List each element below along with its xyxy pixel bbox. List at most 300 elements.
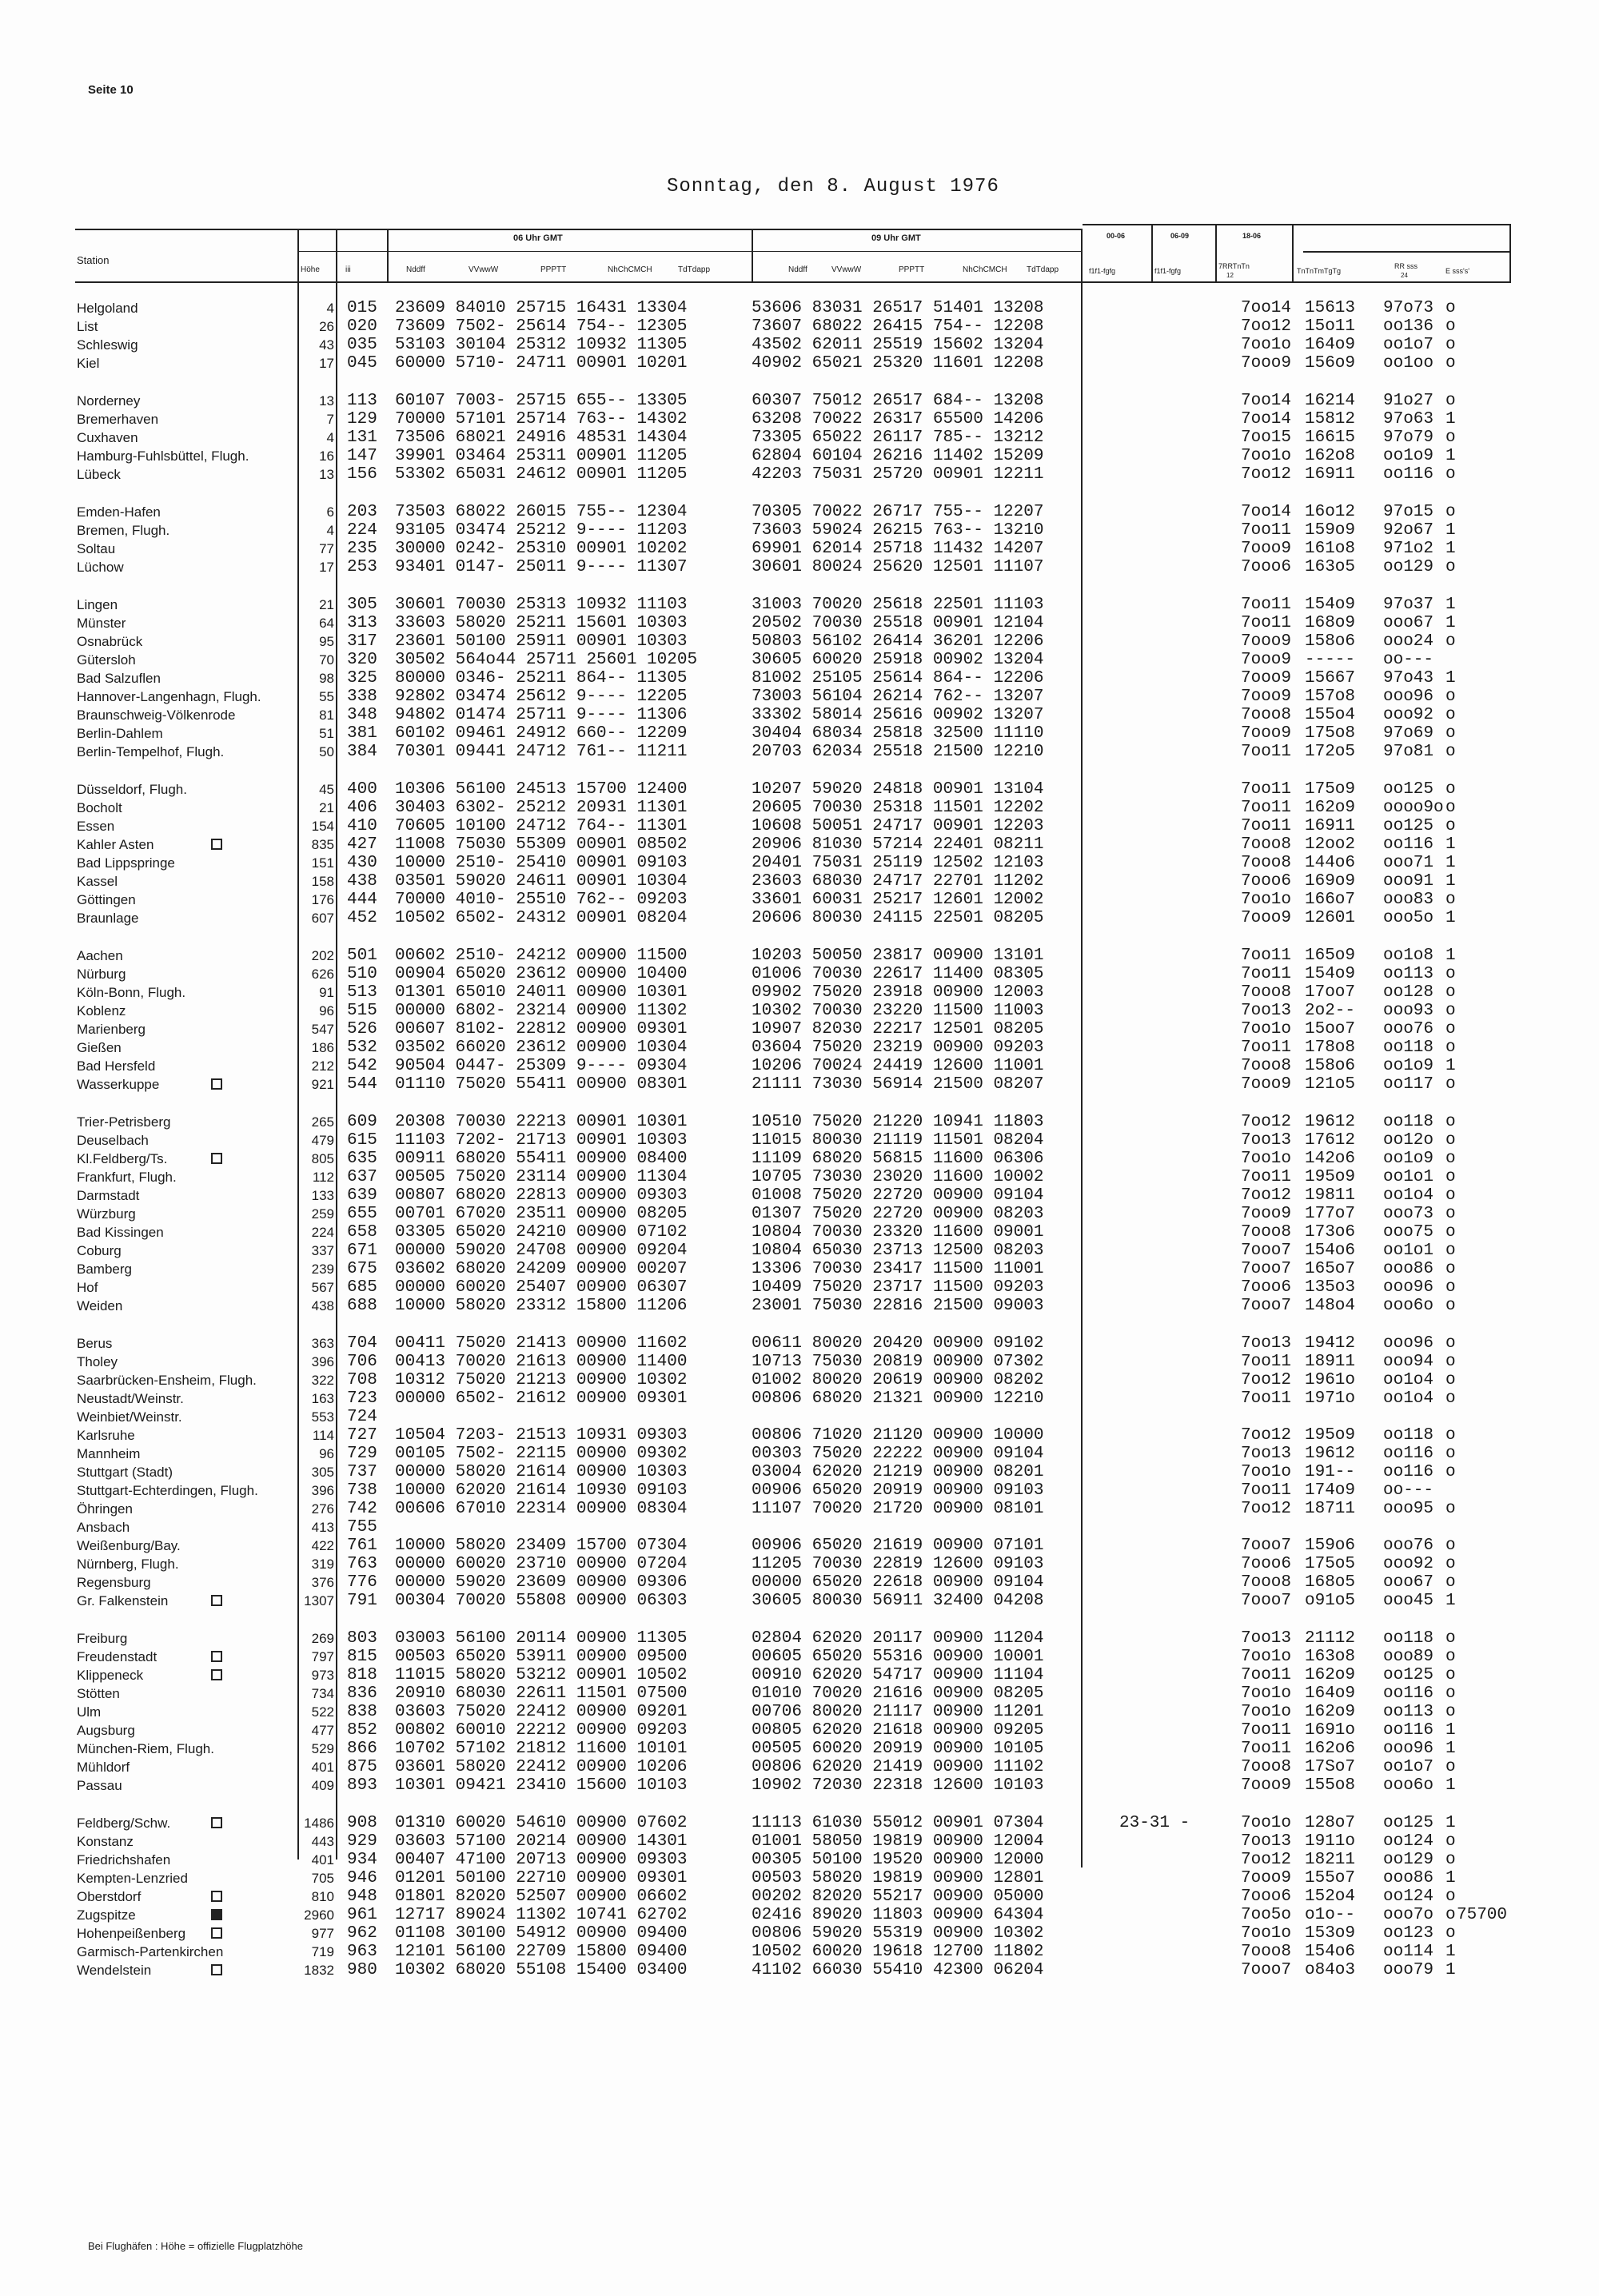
table-row [0, 1740, 1599, 1758]
table-row [0, 1924, 1599, 1943]
obs-06-group: 10504 7203- 21513 10931 09303 [395, 1426, 688, 1445]
snow-flag-value: o [1445, 983, 1456, 1002]
snow-flag-value: o [1445, 1924, 1456, 1943]
precip-group-value: 91o27 [1383, 392, 1434, 410]
precip-group-value: ooo96 [1383, 688, 1434, 706]
obs-06-group: 20910 68030 22611 11501 07500 [395, 1684, 688, 1703]
table-row [0, 1500, 1599, 1518]
snow-flag-value: o [1445, 817, 1456, 835]
obs-09-group: 00805 62020 21618 00900 09205 [752, 1721, 1044, 1740]
snow-flag-value: o [1445, 1887, 1456, 1906]
snow-flag-value: o [1445, 392, 1456, 410]
obs-09-group: 00806 62020 21419 00900 11102 [752, 1758, 1044, 1776]
square-marker-icon [211, 1891, 222, 1902]
station-height: 337 [311, 1243, 334, 1258]
station-id: 384 [347, 743, 377, 761]
station-height: 529 [311, 1741, 334, 1756]
range-1806-value: 7ooo9 [1241, 1776, 1292, 1795]
obs-06-group: 30000 0242- 25310 00901 10202 [395, 540, 688, 558]
precip-group-value: ooo91 [1383, 872, 1434, 891]
precip-group-value: oo1o7 [1383, 1758, 1434, 1776]
range-1806-value: 7oo11 [1241, 1666, 1292, 1684]
table-row [0, 724, 1599, 743]
table-row [0, 1223, 1599, 1242]
obs-06-group: 60102 09461 24912 660-- 12209 [395, 724, 688, 743]
table-row [0, 1592, 1599, 1610]
station-name: Bocholt [77, 800, 122, 815]
table-row [0, 1961, 1599, 1979]
precip-group-value: 97o37 [1383, 596, 1434, 614]
temp-group-value: 128o7 [1305, 1814, 1356, 1832]
station-name: Norderney [77, 393, 141, 409]
range-1806-value: 7oo12 [1241, 1371, 1292, 1389]
precip-group-value: oo12o [1383, 1131, 1434, 1150]
range-1806-value: 7oo11 [1241, 596, 1292, 614]
temp-group-value: 164o9 [1305, 1684, 1356, 1703]
header-09-td: TdTdapp [1027, 265, 1059, 274]
precip-group-value: ooo73 [1383, 1205, 1434, 1223]
snow-flag-value: o [1445, 965, 1456, 983]
precip-group-value: ooo76 [1383, 1020, 1434, 1038]
snow-flag-value: o [1445, 503, 1456, 521]
snow-flag-value: o [1445, 891, 1456, 909]
table-row [0, 1943, 1599, 1961]
obs-06-group: 03305 65020 24210 00900 07102 [395, 1223, 688, 1242]
temp-group-value: 21112 [1305, 1629, 1356, 1648]
obs-06-group: 92802 03474 25612 9---- 12205 [395, 688, 688, 706]
station-height: 1486 [304, 1816, 334, 1831]
range-1806-value: 7ooo9 [1241, 1205, 1292, 1223]
obs-06-group: 12101 56100 22709 15800 09400 [395, 1943, 688, 1961]
obs-06-group: 70000 4010- 25510 762-- 09203 [395, 891, 688, 909]
station-name: Kl.Feldberg/Ts. [77, 1151, 168, 1166]
temp-group-value: 195o9 [1305, 1168, 1356, 1186]
station-id: 852 [347, 1721, 377, 1740]
range-1806-value: 7ooo8 [1241, 1758, 1292, 1776]
temp-group-value: 173o6 [1305, 1223, 1356, 1242]
station-id: 963 [347, 1943, 377, 1961]
snow-flag-value: o [1445, 1002, 1456, 1020]
obs-09-group: 30605 60020 25918 00902 13204 [752, 651, 1044, 669]
obs-09-group: 00305 50100 19520 00900 12000 [752, 1851, 1044, 1869]
temp-group-value: 17oo7 [1305, 983, 1356, 1002]
temp-group-value: 154o6 [1305, 1242, 1356, 1260]
station-name: Passau [77, 1778, 122, 1793]
range-1806-value: 7oo1o [1241, 1020, 1292, 1038]
table-row [0, 1408, 1599, 1426]
station-name: Essen [77, 819, 115, 834]
obs-09-group: 42203 75031 25720 00901 12211 [752, 465, 1044, 484]
obs-09-group: 10502 60020 19618 12700 11802 [752, 1943, 1044, 1961]
temp-group-value: 15667 [1305, 669, 1356, 688]
range-1806-value: 7oo12 [1241, 317, 1292, 336]
table-row [0, 1666, 1599, 1684]
table-row [0, 1057, 1599, 1075]
temp-group-value: 17So7 [1305, 1758, 1356, 1776]
table-header [0, 0, 1599, 304]
snow-flag-value: o [1445, 1075, 1456, 1094]
temp-group-value: 16911 [1305, 465, 1356, 484]
precip-group-value: oo1o4 [1383, 1389, 1434, 1408]
table-row [0, 1334, 1599, 1353]
range-1806-value: 7ooo7 [1241, 1297, 1292, 1315]
obs-06-group: 10502 6502- 24312 00901 08204 [395, 909, 688, 927]
table-row [0, 1721, 1599, 1740]
obs-09-group: 00202 82020 55217 00900 05000 [752, 1887, 1044, 1906]
square-marker-icon [211, 1927, 222, 1939]
obs-06-group: 60000 5710- 24711 00901 10201 [395, 354, 688, 373]
station-height: 17 [319, 560, 334, 575]
station-height: 13 [319, 467, 334, 482]
temp-group-value: 165o7 [1305, 1260, 1356, 1278]
range-1806-value: 7ooo8 [1241, 1943, 1292, 1961]
obs-06-group: 00000 59020 23609 00900 09306 [395, 1573, 688, 1592]
range-1806-value: 7oo13 [1241, 1629, 1292, 1648]
square-marker-icon [211, 1817, 222, 1828]
station-name: Karlsruhe [77, 1428, 135, 1443]
precip-group-value: oooo9o [1383, 799, 1444, 817]
table-row [0, 854, 1599, 872]
obs-09-group: 63208 70022 26317 65500 14206 [752, 410, 1044, 429]
station-id: 615 [347, 1131, 377, 1150]
table-row [0, 965, 1599, 983]
header-hoehe: Höhe [301, 265, 320, 274]
obs-09-group: 20703 62034 25518 21500 12210 [752, 743, 1044, 761]
temp-group-value: 162o9 [1305, 1703, 1356, 1721]
station-id: 688 [347, 1297, 377, 1315]
station-name: München-Riem, Flugh. [77, 1741, 214, 1756]
obs-09-group: 20606 80030 24115 22501 08205 [752, 909, 1044, 927]
station-id: 948 [347, 1887, 377, 1906]
snow-flag-value: 1 [1445, 447, 1456, 465]
snow-flag-value: o [1445, 1703, 1456, 1721]
temp-group-value: 191-- [1305, 1463, 1356, 1481]
table-row [0, 558, 1599, 576]
obs-09-group: 01002 80020 20619 00900 08202 [752, 1371, 1044, 1389]
obs-06-group: 10000 62020 21614 10930 09103 [395, 1481, 688, 1500]
station-height: 626 [311, 967, 334, 982]
range-1806-value: 7oo11 [1241, 1740, 1292, 1758]
obs-09-group: 40902 65021 25320 11601 12208 [752, 354, 1044, 373]
table-row [0, 1573, 1599, 1592]
precip-group-value: oo1o1 [1383, 1168, 1434, 1186]
header-09-vvwww: VVwwW [831, 265, 862, 274]
snow-flag-value: 1 [1445, 909, 1456, 927]
temp-group-value: 159o6 [1305, 1537, 1356, 1555]
obs-06-group: 00602 2510- 24212 00900 11500 [395, 947, 688, 965]
obs-06-group: 11103 7202- 21713 00901 10303 [395, 1131, 688, 1150]
range-1806-value: 7oo11 [1241, 780, 1292, 799]
footnote: Bei Flughäfen : Höhe = offizielle Flugplatzhöhe [88, 2240, 303, 2252]
precip-group-value: oo113 [1383, 1703, 1434, 1721]
station-id: 131 [347, 429, 377, 447]
precip-group-value: ooo76 [1383, 1537, 1434, 1555]
temp-group-value: 1691o [1305, 1721, 1356, 1740]
obs-06-group: 03601 58020 22412 00900 10206 [395, 1758, 688, 1776]
header-sub-6: E sss's' [1445, 267, 1469, 275]
station-name: Hohenpeißenberg [77, 1926, 186, 1941]
temp-group-value: 135o3 [1305, 1278, 1356, 1297]
obs-09-group: 10302 70030 23220 11500 11003 [752, 1002, 1044, 1020]
station-id: 791 [347, 1592, 377, 1610]
station-height: 396 [311, 1483, 334, 1498]
snow-flag-value: o [1445, 1906, 1456, 1924]
snow-flag-value: o [1445, 1260, 1456, 1278]
table-row [0, 1020, 1599, 1038]
obs-09-group: 10705 73030 23020 11600 10002 [752, 1168, 1044, 1186]
range-1806-value: 7ooo9 [1241, 1075, 1292, 1094]
precip-group-value: 97o69 [1383, 724, 1434, 743]
snow-flag-value: 1 [1445, 1814, 1456, 1832]
table-row [0, 1389, 1599, 1408]
header-group-09: 09 Uhr GMT [871, 233, 921, 243]
station-height: 835 [311, 837, 334, 852]
obs-09-group: 41102 66030 55410 42300 06204 [752, 1961, 1044, 1979]
temp-group-value: 169o9 [1305, 872, 1356, 891]
header-group-06: 06 Uhr GMT [513, 233, 563, 243]
temp-group-value: 158o6 [1305, 632, 1356, 651]
obs-06-group: 00304 70020 55808 00900 06303 [395, 1592, 688, 1610]
obs-06-group: 00000 60020 23710 00900 07204 [395, 1555, 688, 1573]
station-name: Düsseldorf, Flugh. [77, 782, 187, 797]
temp-group-value: 174o9 [1305, 1481, 1356, 1500]
obs-09-group: 20401 75031 25119 12502 12103 [752, 854, 1044, 872]
station-id: 708 [347, 1371, 377, 1389]
obs-09-group: 10907 82030 22217 12501 08205 [752, 1020, 1044, 1038]
station-height: 396 [311, 1354, 334, 1369]
range-1806-value: 7oo14 [1241, 392, 1292, 410]
station-id: 729 [347, 1445, 377, 1463]
square-marker-icon [211, 839, 222, 850]
station-height: 719 [311, 1944, 334, 1959]
obs-06-group: 00000 6802- 23214 00900 11302 [395, 1002, 688, 1020]
station-name: Frankfurt, Flugh. [77, 1170, 177, 1185]
header-sub-2: f1f1-fgfg [1154, 267, 1182, 275]
station-name: Deuselbach [77, 1133, 149, 1148]
temp-group-value: 19811 [1305, 1186, 1356, 1205]
station-height: 443 [311, 1834, 334, 1849]
station-name: Münster [77, 616, 126, 631]
station-name: Stuttgart (Stadt) [77, 1465, 173, 1480]
table-row [0, 503, 1599, 521]
station-name: Tholey [77, 1354, 118, 1369]
range-1806-value: 7ooo6 [1241, 558, 1292, 576]
table-row [0, 1150, 1599, 1168]
obs-09-group: 73003 56104 26214 762-- 13207 [752, 688, 1044, 706]
station-id: 875 [347, 1758, 377, 1776]
snow-flag-value: o [1445, 1758, 1456, 1776]
station-height: 805 [311, 1151, 334, 1166]
station-id: 035 [347, 336, 377, 354]
table-row [0, 447, 1599, 465]
station-id: 637 [347, 1168, 377, 1186]
range-1806-value: 7oo5o [1241, 1906, 1292, 1924]
obs-09-group: 01006 70030 22617 11400 08305 [752, 965, 1044, 983]
snow-flag-value: o [1445, 1666, 1456, 1684]
precip-group-value: ooo86 [1383, 1869, 1434, 1887]
obs-09-group: 10510 75020 21220 10941 11803 [752, 1113, 1044, 1131]
snow-flag-value: o [1445, 1186, 1456, 1205]
snow-flag-value: o [1445, 780, 1456, 799]
station-id: 727 [347, 1426, 377, 1445]
station-id: 704 [347, 1334, 377, 1353]
header-sub-5b: 24 [1401, 272, 1408, 279]
obs-09-group: 43502 62011 25519 15602 13204 [752, 336, 1044, 354]
station-name: Helgoland [77, 301, 138, 316]
temp-group-value: 162o6 [1305, 1740, 1356, 1758]
range-1806-value: 7ooo9 [1241, 540, 1292, 558]
station-height: 973 [311, 1668, 334, 1683]
station-name: Bad Kissingen [77, 1225, 164, 1240]
station-id: 235 [347, 540, 377, 558]
obs-06-group: 01801 82020 52507 00900 06602 [395, 1887, 688, 1906]
precip-group-value: oo128 [1383, 983, 1434, 1002]
station-name: Bamberg [77, 1262, 132, 1277]
station-id: 755 [347, 1518, 377, 1537]
precip-group-value: oo118 [1383, 1038, 1434, 1057]
obs-09-group: 20906 81030 57214 22401 08211 [752, 835, 1044, 854]
station-name: Kahler Asten [77, 837, 154, 852]
temp-group-value: 12601 [1305, 909, 1356, 927]
station-height: 50 [319, 744, 334, 759]
station-name: Nürnberg, Flugh. [77, 1557, 179, 1572]
station-id: 129 [347, 410, 377, 429]
obs-09-group: 00611 80020 20420 00900 09102 [752, 1334, 1044, 1353]
table-row [0, 1648, 1599, 1666]
square-marker-icon [211, 1651, 222, 1662]
obs-09-group: 30601 80024 25620 12501 11107 [752, 558, 1044, 576]
snow-flag-value: 1 [1445, 540, 1456, 558]
precip-group-value: oo1o9 [1383, 1057, 1434, 1075]
station-name: Bad Salzuflen [77, 671, 161, 686]
header-sub-5: RR sss [1394, 262, 1418, 270]
obs-06-group: 12717 89024 11302 10741 62702 [395, 1906, 688, 1924]
temp-group-value: 1911o [1305, 1832, 1356, 1851]
range-1806-value: 7oo12 [1241, 1851, 1292, 1869]
station-height: 322 [311, 1373, 334, 1388]
obs-06-group: 73503 68022 26015 755-- 12304 [395, 503, 688, 521]
station-height: 212 [311, 1058, 334, 1074]
temp-group-value: 175o5 [1305, 1555, 1356, 1573]
obs-09-group: 10207 59020 24818 00901 13104 [752, 780, 1044, 799]
station-id: 776 [347, 1573, 377, 1592]
obs-06-group: 10312 75020 21213 00900 10302 [395, 1371, 688, 1389]
precip-group-value: oo116 [1383, 1463, 1434, 1481]
station-id: 438 [347, 872, 377, 891]
temp-group-value: 17612 [1305, 1131, 1356, 1150]
precip-group-value: ooo96 [1383, 1740, 1434, 1758]
precip-group-value: oo1o9 [1383, 1150, 1434, 1168]
station-height: 13 [319, 393, 334, 409]
table-row [0, 1242, 1599, 1260]
obs-09-group: 33302 58014 25616 00902 13207 [752, 706, 1044, 724]
table-row [0, 1113, 1599, 1131]
obs-09-group: 31003 70020 25618 22501 11103 [752, 596, 1044, 614]
header-06-cloud: NhChCMCH [608, 265, 652, 274]
range-1806-value: 7oo1o [1241, 1703, 1292, 1721]
table-row [0, 354, 1599, 373]
temp-group-value: 166o7 [1305, 891, 1356, 909]
station-height: 4 [326, 523, 334, 538]
temp-group-value: 16911 [1305, 817, 1356, 835]
station-height: 70 [319, 652, 334, 668]
station-height: 522 [311, 1704, 334, 1720]
station-id: 338 [347, 688, 377, 706]
range-1806-value: 7oo1o [1241, 1150, 1292, 1168]
station-id: 803 [347, 1629, 377, 1648]
snow-flag-value: 1 [1445, 1943, 1456, 1961]
precip-group-value: ooo83 [1383, 891, 1434, 909]
obs-06-group: 01108 30100 54912 00900 09400 [395, 1924, 688, 1943]
table-row [0, 1814, 1599, 1832]
range-1806-value: 7ooo9 [1241, 354, 1292, 373]
precip-group-value: oo124 [1383, 1832, 1434, 1851]
obs-06-group: 70000 57101 25714 763-- 14302 [395, 410, 688, 429]
precip-group-value: oo125 [1383, 780, 1434, 799]
station-name: Berlin-Dahlem [77, 726, 163, 741]
station-height: 43 [319, 337, 334, 353]
station-name: Lübeck [77, 467, 121, 482]
station-id: 544 [347, 1075, 377, 1094]
table-row [0, 1168, 1599, 1186]
range-1806-value: 7oo11 [1241, 1389, 1292, 1408]
obs-06-group: 53302 65031 24612 00901 11205 [395, 465, 688, 484]
station-height: 567 [311, 1280, 334, 1295]
station-id: 962 [347, 1924, 377, 1943]
table-row [0, 521, 1599, 540]
precip-group-value: oo1o4 [1383, 1371, 1434, 1389]
obs-09-group: 02416 89020 11803 00900 64304 [752, 1906, 1044, 1924]
obs-06-group: 03501 59020 24611 00901 10304 [395, 872, 688, 891]
station-id: 410 [347, 817, 377, 835]
temp-group-value: 19612 [1305, 1113, 1356, 1131]
obs-06-group: 01201 50100 22710 00900 09301 [395, 1869, 688, 1887]
snow-flag-value: o [1445, 706, 1456, 724]
precip-group-value: oo1o9 [1383, 447, 1434, 465]
temp-group-value: 19612 [1305, 1445, 1356, 1463]
temp-group-value: 1971o [1305, 1389, 1356, 1408]
station-height: 810 [311, 1889, 334, 1904]
snow-flag-value: o [1445, 632, 1456, 651]
precip-group-value: ooo93 [1383, 1002, 1434, 1020]
station-id: 305 [347, 596, 377, 614]
precip-group-value: oo116 [1383, 1721, 1434, 1740]
precip-group-value: oo1o7 [1383, 336, 1434, 354]
snow-flag-value: 1 [1445, 669, 1456, 688]
temp-group-value: 1961o [1305, 1371, 1356, 1389]
obs-06-group: 10301 09421 23410 15600 10103 [395, 1776, 688, 1795]
station-id: 430 [347, 854, 377, 872]
temp-group-value: 15o11 [1305, 317, 1356, 336]
station-id: 961 [347, 1906, 377, 1924]
square-marker-icon [211, 1669, 222, 1680]
obs-06-group: 39901 03464 25311 00901 11205 [395, 447, 688, 465]
temp-group-value: 177o7 [1305, 1205, 1356, 1223]
station-id: 406 [347, 799, 377, 817]
station-id: 866 [347, 1740, 377, 1758]
snow-depth-value: 75700 [1457, 1906, 1508, 1924]
table-row [0, 1851, 1599, 1869]
range-1806-value: 7oo1o [1241, 1463, 1292, 1481]
station-height: 114 [312, 1428, 334, 1443]
range-1806-value: 7oo11 [1241, 1721, 1292, 1740]
date-line: Sonntag, den 8. August 1976 [667, 176, 999, 197]
station-id: 513 [347, 983, 377, 1002]
range-1806-value: 7oo13 [1241, 1334, 1292, 1353]
station-height: 239 [311, 1262, 334, 1277]
station-height: 91 [319, 985, 334, 1000]
snow-flag-value: o [1445, 1150, 1456, 1168]
